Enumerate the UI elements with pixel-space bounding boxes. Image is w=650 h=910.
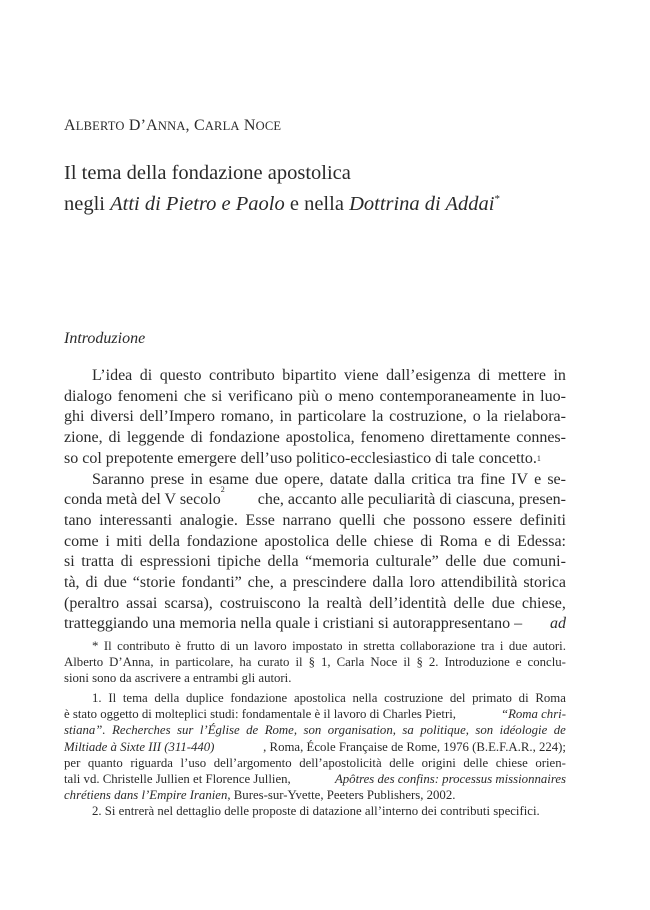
word: la (371, 408, 384, 426)
word: sa (402, 723, 414, 738)
word: due (103, 574, 127, 592)
footnote-line (64, 638, 566, 654)
body-line-text: tratteggiando una memoria nella quale i cristiani si autorappresentano – (64, 615, 523, 633)
word: primato (472, 691, 512, 706)
word: curato (257, 655, 290, 670)
word: comuni- (512, 553, 566, 571)
word: due (254, 470, 279, 488)
footnote-text: sioni sono da ascrivere a entrambi gli autori. (64, 671, 292, 686)
footnote-line (64, 787, 566, 803)
word: organisation, (327, 723, 396, 738)
word: o (324, 387, 333, 405)
word: interessanti (99, 511, 173, 529)
word: un (235, 639, 249, 653)
word: contributo (209, 367, 275, 384)
word: Noce (370, 655, 398, 670)
word: assai (126, 594, 158, 612)
word: bipartito (282, 367, 337, 384)
word: “memoria (305, 553, 370, 571)
word: esame (208, 470, 249, 488)
word: mettere (498, 367, 546, 384)
word: se- (547, 470, 566, 488)
word: di (120, 553, 134, 571)
word: due (508, 639, 528, 653)
word: la (486, 408, 498, 426)
footnote-italic: “Roma chri- (500, 707, 566, 722)
word: nella (352, 691, 378, 706)
word: in (279, 408, 292, 426)
body-line (64, 594, 566, 615)
word: contemporaneamente (379, 387, 517, 405)
word: 1. (92, 691, 102, 706)
word: più (298, 387, 319, 405)
word: Roma (535, 691, 566, 706)
footnotes (64, 638, 566, 819)
word: due (491, 594, 515, 612)
word: apostolica (293, 691, 346, 706)
word: il (403, 655, 411, 670)
word: culturale” (375, 553, 439, 571)
word: romano, (220, 408, 274, 426)
word: § (308, 655, 315, 670)
word: rielabora- (503, 408, 566, 426)
word: zione, (64, 429, 103, 447)
word: la (307, 594, 320, 612)
word: che, (247, 574, 274, 592)
word: tratta (81, 553, 115, 571)
word: in (159, 655, 170, 670)
body-line (64, 366, 566, 387)
word: tra (480, 639, 495, 653)
title-text: negli (64, 193, 111, 215)
word: di (420, 532, 433, 550)
body-text (64, 366, 566, 635)
word: dalla (374, 470, 406, 488)
word: possono (412, 511, 466, 529)
word: dell’Impero (139, 408, 216, 426)
word: 1, (321, 655, 331, 670)
title-footnote-marker: * (494, 193, 500, 205)
word: costruzione, (389, 408, 467, 426)
author-initial: D’A (128, 117, 158, 134)
word: son (303, 723, 322, 738)
footnote-line (64, 654, 566, 670)
word: Saranno (92, 470, 145, 488)
author-smallcaps: ARLA (204, 119, 240, 133)
word: duplice (186, 691, 224, 706)
footnote-italic: chrétiens dans l’Empire Iranien (64, 787, 228, 802)
body-line (64, 573, 566, 594)
body-line (64, 407, 566, 428)
word: datate (329, 470, 368, 488)
word: che (183, 387, 206, 405)
word: luo- (540, 387, 566, 405)
author-smallcaps: NNA (157, 119, 186, 133)
word: stiana”. (64, 723, 106, 738)
word: fenomeni (117, 387, 179, 405)
footnote-line (64, 803, 566, 819)
word: i (105, 532, 110, 550)
word: chiese (495, 755, 528, 770)
word: dalla (372, 574, 404, 592)
word: costruiscono (219, 594, 301, 612)
footnote-line (64, 771, 566, 787)
word: stretta (363, 639, 395, 653)
word: particolare, (175, 655, 234, 670)
word: Edessa: (517, 532, 566, 550)
word: miti (116, 532, 143, 550)
word: direttamente (430, 429, 511, 447)
word: ghi (64, 408, 85, 426)
word: autori. (532, 639, 566, 653)
word: di (190, 429, 203, 447)
word: Carla (336, 655, 365, 670)
word: viene (344, 367, 379, 384)
word: “storie (132, 574, 176, 592)
author-initial: C (193, 117, 205, 134)
body-line-text (64, 485, 566, 511)
word: IV (511, 470, 529, 488)
title-italic: Atti di Pietro e Paolo (110, 193, 285, 215)
word: in (348, 639, 358, 653)
word: prescindere (292, 574, 367, 592)
article-title (64, 160, 500, 217)
word: di (478, 367, 491, 384)
word: e (515, 655, 522, 670)
footnote-line (64, 706, 566, 722)
word: connes- (516, 429, 566, 447)
word: dell’argomento (213, 755, 292, 770)
word: Esse (245, 511, 275, 529)
word: storica (523, 574, 566, 592)
word: della (148, 532, 180, 550)
word: loro (409, 574, 436, 592)
word: tano (64, 511, 92, 529)
word: fondazione (230, 691, 288, 706)
word: (peraltro (64, 594, 120, 612)
word: l’uso (180, 755, 207, 770)
word: Introduzione (444, 655, 510, 670)
author-initial: A (64, 117, 76, 134)
footnote-text: , Bures-sur-Yvette, Peeters Publishers, 2002. (227, 787, 456, 802)
word: Roma (439, 532, 478, 550)
word: verificano (227, 387, 293, 405)
word: definiti (519, 511, 566, 529)
word: il (295, 655, 303, 670)
word: tipiche (217, 553, 261, 571)
word: a (279, 574, 287, 592)
body-line (64, 470, 566, 491)
word: tema (122, 691, 148, 706)
footnote-italic: Miltiade à Sixte III (311-440) (64, 739, 215, 754)
word: apostolica (264, 532, 330, 550)
word: si (211, 387, 223, 405)
body-line (64, 532, 566, 553)
word: frutto (186, 639, 215, 653)
footnote-text: , Roma, École Française de Rome, 1976 (B.E.F.A.R., 224); (263, 739, 566, 754)
word: Recherches (112, 723, 171, 738)
word: fondanti” (181, 574, 242, 592)
word: narrano (282, 511, 332, 529)
word: espressioni (139, 553, 211, 571)
author-initial: N (243, 117, 256, 134)
word: prese (150, 470, 185, 488)
word: de (246, 723, 259, 738)
footnote-italic (64, 722, 566, 738)
body-line (64, 614, 566, 635)
footnote-text: 2. Si entrerà nel dettaglio delle proposte di datazione all’interno dei contributi specifici. (92, 803, 540, 818)
word: * (92, 639, 99, 653)
word: chiese, (521, 594, 566, 612)
footnote-line (64, 739, 566, 755)
word: de (553, 723, 566, 738)
word: è (175, 639, 181, 653)
word: in (522, 387, 535, 405)
word: meno (338, 387, 374, 405)
word: fondazione (208, 429, 280, 447)
word: fine (480, 470, 506, 488)
body-line-part: conda metà del V secolo (64, 491, 221, 509)
word: delle (335, 532, 367, 550)
word: e (534, 470, 542, 488)
word: dialogo (64, 387, 112, 405)
word: e (484, 532, 492, 550)
word: origini (421, 755, 456, 770)
title-text: e nella (284, 193, 350, 215)
word: son (475, 723, 494, 738)
footnote-line (64, 722, 566, 738)
body-line (64, 428, 566, 449)
word: in (553, 367, 566, 384)
word: critica (411, 470, 452, 488)
footnote-ref: 1 (536, 453, 541, 463)
word: di (518, 691, 529, 706)
word: quanto (87, 755, 123, 770)
author-separator: , (185, 117, 194, 134)
word: della (154, 691, 180, 706)
word: contributo (117, 639, 170, 653)
word: fondazione (186, 532, 258, 550)
word: particolare (297, 408, 367, 426)
word: del (449, 691, 466, 706)
footnote-line (64, 755, 566, 771)
word: i (499, 639, 504, 653)
word: di (108, 429, 121, 447)
word: della (267, 553, 299, 571)
word: collaborazione (400, 639, 476, 653)
body-line (64, 511, 566, 532)
footnote-text: è stato oggetto di molteplici studi: fondamentale è il lavoro di Charles Pietri, (64, 707, 460, 722)
word: leggende (126, 429, 185, 447)
word: questo (159, 367, 202, 384)
word: di (498, 532, 511, 550)
body-italic: ad (550, 615, 566, 633)
word: impostato (292, 639, 343, 653)
footnote-line (64, 670, 566, 686)
word: Il (103, 639, 112, 653)
word: per (64, 755, 81, 770)
word: due (482, 553, 507, 571)
word: chiese (373, 532, 414, 550)
word: 2. (428, 655, 439, 670)
word: essere (473, 511, 513, 529)
body-line (64, 387, 566, 408)
word: che (383, 511, 406, 529)
section-heading: Introduzione (64, 330, 146, 347)
word: si (64, 553, 75, 571)
title-line-2 (64, 186, 500, 217)
author-smallcaps: LBERTO (75, 119, 125, 133)
word: ha (239, 655, 252, 670)
word: scarsa), (164, 594, 213, 612)
body-line (64, 449, 566, 470)
word: opere, (284, 470, 324, 488)
word: conclu- (527, 655, 566, 670)
word: Alberto (64, 655, 104, 670)
word: di (85, 574, 98, 592)
word: D’Anna, (109, 655, 154, 670)
title-line-1: Il tema della fondazione apostolica (64, 162, 351, 184)
word: sur (177, 723, 194, 738)
word: dell’apostolicità (299, 755, 382, 770)
word: § (416, 655, 423, 670)
word: in (190, 470, 203, 488)
word: delle (389, 755, 415, 770)
word: realtà (326, 594, 363, 612)
body-line (64, 552, 566, 573)
word: attendibilità (441, 574, 518, 592)
word: quelli (339, 511, 376, 529)
footnote-text: tali vd. Christelle Jullien et Florence Jullien, (64, 771, 294, 786)
word: delle (463, 755, 489, 770)
word: di (139, 367, 153, 384)
word: apostolica, (285, 429, 355, 447)
word: tra (457, 470, 475, 488)
word: Rome, (264, 723, 298, 738)
word: dall’esigenza (386, 367, 471, 384)
word: politique, (420, 723, 469, 738)
word: costruzione (384, 691, 444, 706)
word: diversi (90, 408, 134, 426)
word: o (472, 408, 481, 426)
footnote-ref: 2 (220, 485, 225, 495)
body-line (64, 485, 566, 511)
word: come (64, 532, 99, 550)
word: tà, (64, 574, 80, 592)
word: L’idea (92, 367, 133, 384)
title-italic: Dottrina di Addai (349, 193, 495, 215)
body-line-text: so col prepotente emergere dell’uso politico-ecclesiastico di tale concetto. (64, 449, 537, 467)
footnote-italic: Apôtres des confins: processus missionnaires (334, 771, 566, 786)
word: delle (445, 553, 477, 571)
author-line (64, 117, 281, 135)
word: Il (108, 691, 117, 706)
author-smallcaps: OCE (255, 119, 282, 133)
word: dell’identità (369, 594, 447, 612)
word: riguarda (130, 755, 173, 770)
word: di (220, 639, 231, 653)
word: l’Église (199, 723, 240, 738)
word: orien- (535, 755, 566, 770)
word: lavoro (253, 639, 287, 653)
word: delle (453, 594, 485, 612)
body-line-rest (220, 485, 566, 511)
footnote-line (64, 690, 566, 706)
word: analogie. (179, 511, 238, 529)
body-line-part: che, accanto alle peculiarità di ciascuna, presen- (253, 491, 566, 509)
word: fenomeno (360, 429, 425, 447)
word: idéologie (499, 723, 548, 738)
